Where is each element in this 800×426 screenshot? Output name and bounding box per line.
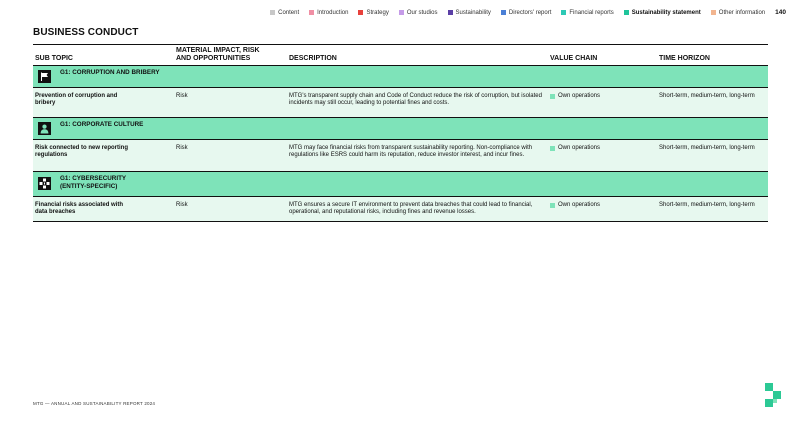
impact-cell: Risk xyxy=(176,202,188,208)
page-number: 140 xyxy=(775,9,786,16)
nav-item-content[interactable] xyxy=(270,10,299,16)
nav-swatch xyxy=(309,10,314,15)
nav-label: Strategy xyxy=(366,9,389,16)
nav-label: Sustainability xyxy=(455,9,491,16)
sub-topic-cell: Prevention of corruption and bribery xyxy=(35,93,118,107)
nav-item-strategy[interactable] xyxy=(358,10,388,16)
value-chain-cell xyxy=(550,145,600,152)
nav-swatch xyxy=(624,10,629,15)
nav-swatch xyxy=(501,10,506,15)
nav-item-other-information[interactable] xyxy=(711,10,765,16)
table-row xyxy=(33,87,768,117)
section-header-corruption-bribery xyxy=(33,65,768,87)
value-chain-swatch xyxy=(550,146,555,151)
value-chain-cell xyxy=(550,202,600,209)
description-cell: MTG's transparent supply chain and Code of Conduct reduce the risk of corruption, but isolated incidents may still occur, leading to potential fines and costs. xyxy=(289,93,542,107)
value-chain-swatch xyxy=(550,94,555,99)
nav-swatch xyxy=(358,10,363,15)
value-chain-swatch xyxy=(550,203,555,208)
header-value-chain: VALUE CHAIN xyxy=(550,55,598,62)
footer-text: MTG — ANNUAL AND SUSTAINABILITY REPORT 2024 xyxy=(33,401,156,406)
top-navigation xyxy=(270,9,786,16)
sub-topic-cell: Risk connected to new reporting regulations xyxy=(35,145,129,159)
nav-item-financial-reports[interactable] xyxy=(561,10,613,16)
value-chain-label: Own operations xyxy=(558,202,601,208)
header-description: DESCRIPTION xyxy=(289,55,337,62)
nav-item-sustainability[interactable] xyxy=(448,10,491,16)
network-icon xyxy=(38,177,51,190)
nav-item-our-studios[interactable] xyxy=(399,10,438,16)
section-header-cybersecurity xyxy=(33,171,768,196)
value-chain-label: Own operations xyxy=(558,145,601,151)
time-horizon-cell: Short-term, medium-term, long-term xyxy=(659,145,755,151)
sub-topic-cell: Financial risks associated with data breaches xyxy=(35,202,124,216)
description-cell: MTG ensures a secure IT environment to prevent data breaches that could lead to financial, operational, and reputational risks, including fines and revenue losses. xyxy=(289,202,533,216)
table-row xyxy=(33,196,768,221)
impact-cell: Risk xyxy=(176,145,188,151)
table-row xyxy=(33,139,768,171)
nav-label: Directors' report xyxy=(508,9,552,16)
value-chain-cell xyxy=(550,93,600,100)
nav-label: Other information xyxy=(718,9,766,16)
nav-label: Sustainability statement xyxy=(631,9,701,16)
nav-label: Our studios xyxy=(406,9,438,16)
nav-item-introduction[interactable] xyxy=(309,10,348,16)
nav-swatch xyxy=(270,10,275,15)
flag-icon xyxy=(38,70,51,83)
description-cell: MTG may face financial risks from transparent sustainability reporting. Non-compliance with regulations like ESRS could harm its reputation, reduce investor interest, and incur fines. xyxy=(289,145,533,159)
table-header-row xyxy=(33,44,768,65)
impact-cell: Risk xyxy=(176,93,188,99)
nav-item-sustainability-statement[interactable] xyxy=(624,10,701,16)
nav-swatch xyxy=(561,10,566,15)
section-label: G1: CYBERSECURITY (ENTITY-SPECIFIC) xyxy=(60,175,127,190)
page-title: BUSINESS CONDUCT xyxy=(33,27,139,38)
nav-label: Content xyxy=(278,9,300,16)
brand-logo-icon xyxy=(764,382,786,412)
nav-swatch xyxy=(711,10,716,15)
time-horizon-cell: Short-term, medium-term, long-term xyxy=(659,93,755,99)
section-label: G1: CORPORATE CULTURE xyxy=(60,121,144,128)
nav-label: Introduction xyxy=(317,9,349,16)
nav-item-directors-report[interactable] xyxy=(501,10,552,16)
time-horizon-cell: Short-term, medium-term, long-term xyxy=(659,202,755,208)
value-chain-label: Own operations xyxy=(558,93,601,99)
header-time-horizon: TIME HORIZON xyxy=(659,55,710,62)
section-label: G1: CORRUPTION AND BRIBERY xyxy=(60,69,160,76)
nav-label: Financial reports xyxy=(569,9,614,16)
header-material-impact: MATERIAL IMPACT, RISK AND OPPORTUNITIES xyxy=(176,47,260,62)
business-conduct-table xyxy=(33,44,768,222)
person-icon xyxy=(38,122,51,135)
section-header-corporate-culture xyxy=(33,117,768,139)
header-sub-topic: SUB TOPIC xyxy=(35,55,73,62)
table-bottom-rule xyxy=(33,221,768,222)
nav-swatch xyxy=(448,10,453,15)
nav-swatch xyxy=(399,10,404,15)
